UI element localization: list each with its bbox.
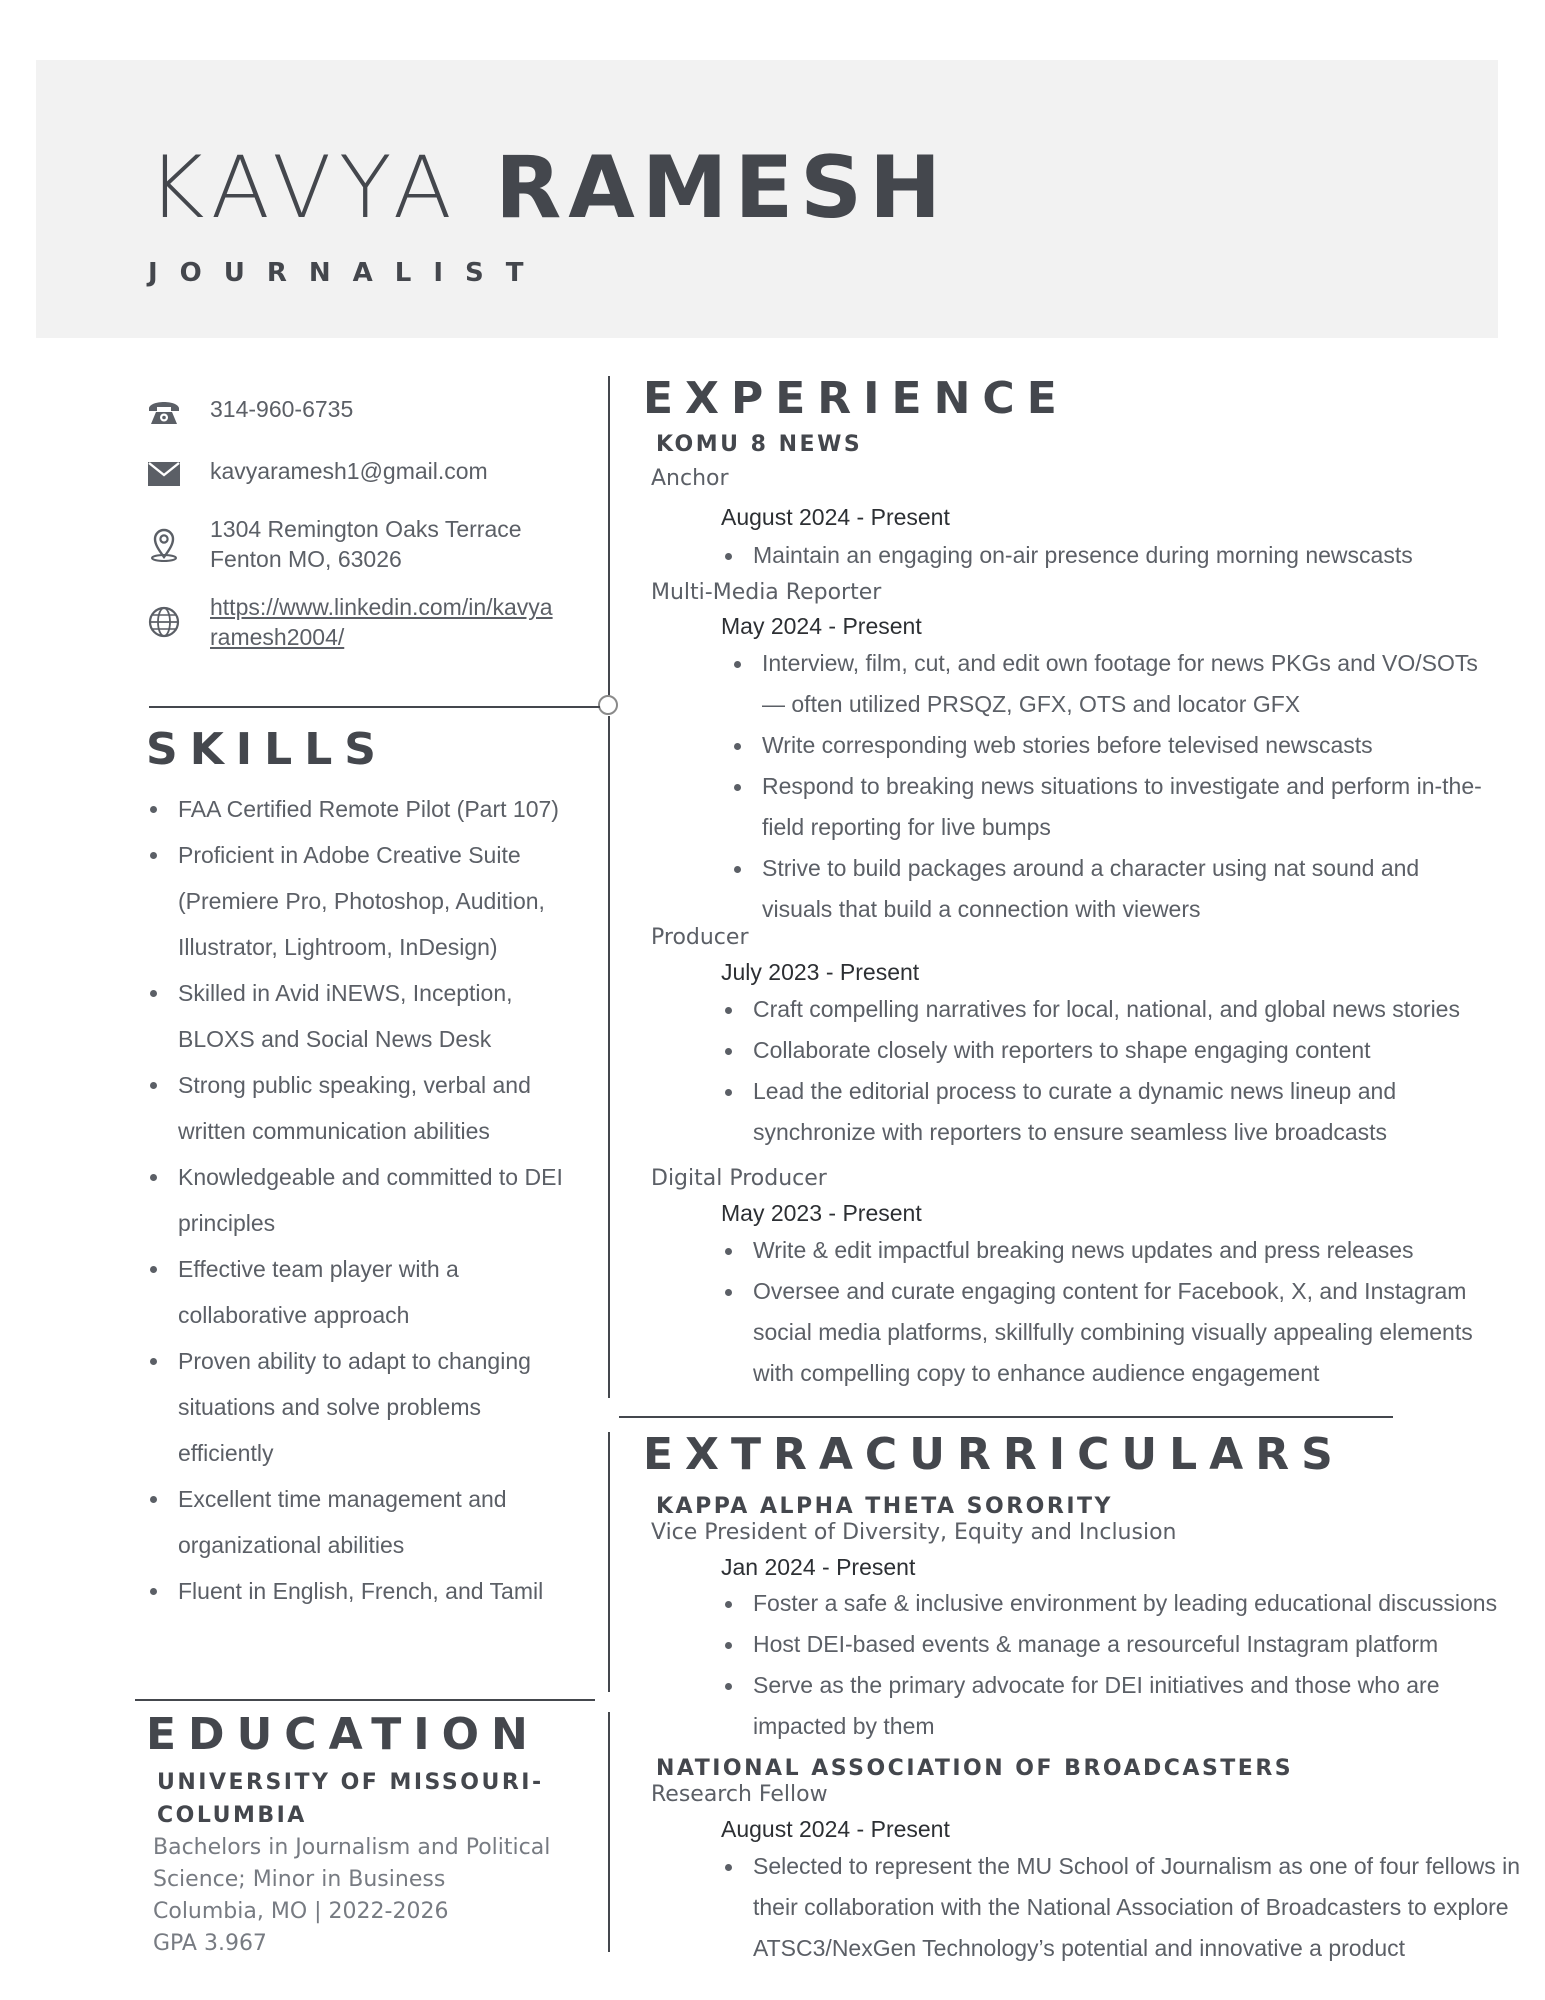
extracurriculars-heading: EXTRACURRICULARS <box>643 1429 1345 1480</box>
role-bullets <box>721 1230 1481 1394</box>
skill-item: FAA Certified Remote Pilot (Part 107) <box>146 786 576 832</box>
role-bullets <box>730 643 1486 930</box>
linkedin-line-2[interactable]: ramesh2004/ <box>210 624 345 650</box>
linkedin-line-1[interactable]: https://www.linkedin.com/in/kavya <box>210 594 553 620</box>
skill-item: Strong public speaking, verbal and written communication abilities <box>146 1062 576 1154</box>
location-years: Columbia, MO | 2022-2026 <box>153 1899 449 1924</box>
role-title: Anchor <box>651 466 729 491</box>
role-title: Digital Producer <box>651 1166 827 1191</box>
role-bullets <box>721 989 1481 1153</box>
linkedin-link[interactable] <box>210 592 553 652</box>
education-divider <box>135 1699 595 1701</box>
extracurricular-bullet: Selected to represent the MU School of Journalism as one of four fellows in their collaboration with the National Association of Broadcasters to explore ATSC3/NexGen Technology’s potential and innovative a product <box>721 1846 1521 1969</box>
degree-line-1: Bachelors in Journalism and Political <box>153 1835 551 1860</box>
address <box>210 514 522 574</box>
contact-linkedin[interactable] <box>146 592 553 652</box>
address-line-1: 1304 Remington Oaks Terrace <box>210 516 522 542</box>
timeline-dot <box>598 695 618 715</box>
role-bullets <box>721 535 1441 576</box>
education-details <box>153 1832 550 1960</box>
degree-line-2: Science; Minor in Business <box>153 1867 446 1892</box>
extracurriculars-divider <box>619 1416 1393 1418</box>
extracurricular-bullets <box>721 1846 1521 1969</box>
extracurricular-org: KAPPA ALPHA THETA SORORITY <box>656 1494 1113 1519</box>
job-title: JOURNALIST <box>148 258 546 288</box>
skills-heading: SKILLS <box>146 724 388 775</box>
skills-divider <box>149 706 600 708</box>
address-line-2: Fenton MO, 63026 <box>210 546 402 572</box>
skill-item: Knowledgeable and committed to DEI principles <box>146 1154 576 1246</box>
role-date: May 2024 - Present <box>721 613 922 639</box>
timeline-line-middle <box>608 716 610 1398</box>
location-pin-icon <box>146 526 182 562</box>
experience-heading: EXPERIENCE <box>643 373 1069 424</box>
skill-item: Excellent time management and organizational abilities <box>146 1476 576 1568</box>
role-bullet: Oversee and curate engaging content for Facebook, X, and Instagram social media platforms, skillfully combining visually appealing elements with compelling copy to enhance audience engagement <box>721 1271 1481 1394</box>
phone-icon <box>146 394 182 430</box>
first-name: KAVYA <box>148 138 460 238</box>
school-name: UNIVERSITY OF MISSOURI-COLUMBIA <box>157 1770 544 1828</box>
globe-icon <box>146 604 182 640</box>
gpa: GPA 3.967 <box>153 1931 267 1956</box>
timeline-line-top <box>608 376 610 706</box>
timeline-line-lower <box>608 1432 610 1692</box>
person-name <box>148 138 948 238</box>
phone-number: 314-960-6735 <box>210 396 354 422</box>
contact-address <box>146 514 522 574</box>
role-title: Multi-Media Reporter <box>651 580 882 605</box>
role-bullet: Lead the editorial process to curate a dynamic news lineup and synchronize with reporters to ensure seamless live broadcasts <box>721 1071 1481 1153</box>
role-bullet: Strive to build packages around a character using nat sound and visuals that build a connection with viewers <box>730 848 1486 930</box>
skills-list <box>146 786 576 1614</box>
email-address: kavyaramesh1@gmail.com <box>210 458 488 484</box>
extracurricular-date: Jan 2024 - Present <box>721 1554 916 1580</box>
role-title: Producer <box>651 925 749 950</box>
role-date: July 2023 - Present <box>721 959 920 985</box>
extracurricular-role: Vice President of Diversity, Equity and Inclusion <box>651 1520 1177 1545</box>
experience-org: KOMU 8 NEWS <box>656 432 863 457</box>
role-bullet: Write & edit impactful breaking news updates and press releases <box>721 1230 1481 1271</box>
extracurricular-bullet: Host DEI-based events & manage a resourceful Instagram platform <box>721 1624 1511 1665</box>
role-date: August 2024 - Present <box>721 504 950 530</box>
role-bullet: Write corresponding web stories before televised newscasts <box>730 725 1486 766</box>
timeline-line-bottom <box>608 1712 610 1952</box>
contact-email <box>146 456 488 492</box>
skill-item: Proficient in Adobe Creative Suite (Premiere Pro, Photoshop, Audition, Illustrator, Lightroom, InDesign) <box>146 832 576 970</box>
skill-item: Effective team player with a collaborative approach <box>146 1246 576 1338</box>
extracurricular-role: Research Fellow <box>651 1782 828 1807</box>
role-bullet: Respond to breaking news situations to investigate and perform in-the-field reporting for live bumps <box>730 766 1486 848</box>
extracurricular-date: August 2024 - Present <box>721 1816 950 1842</box>
skill-item: Proven ability to adapt to changing situations and solve problems efficiently <box>146 1338 576 1476</box>
role-bullet: Craft compelling narratives for local, national, and global news stories <box>721 989 1481 1030</box>
contact-phone <box>146 394 353 430</box>
education-heading: EDUCATION <box>146 1709 540 1760</box>
skill-item: Skilled in Avid iNEWS, Inception, BLOXS and Social News Desk <box>146 970 576 1062</box>
extracurricular-bullets <box>721 1583 1511 1747</box>
role-bullet: Maintain an engaging on-air presence during morning newscasts <box>721 535 1441 576</box>
role-date: May 2023 - Present <box>721 1200 922 1226</box>
extracurricular-org: NATIONAL ASSOCIATION OF BROADCASTERS <box>656 1756 1294 1781</box>
envelope-icon <box>146 456 182 492</box>
skill-item: Fluent in English, French, and Tamil <box>146 1568 576 1614</box>
role-bullet: Collaborate closely with reporters to shape engaging content <box>721 1030 1481 1071</box>
extracurricular-bullet: Foster a safe & inclusive environment by leading educational discussions <box>721 1583 1511 1624</box>
extracurricular-bullet: Serve as the primary advocate for DEI initiatives and those who are impacted by them <box>721 1665 1511 1747</box>
last-name: RAMESH <box>495 138 949 238</box>
role-bullet: Interview, film, cut, and edit own footage for news PKGs and VO/SOTs — often utilized PRSQZ, GFX, OTS and locator GFX <box>730 643 1486 725</box>
